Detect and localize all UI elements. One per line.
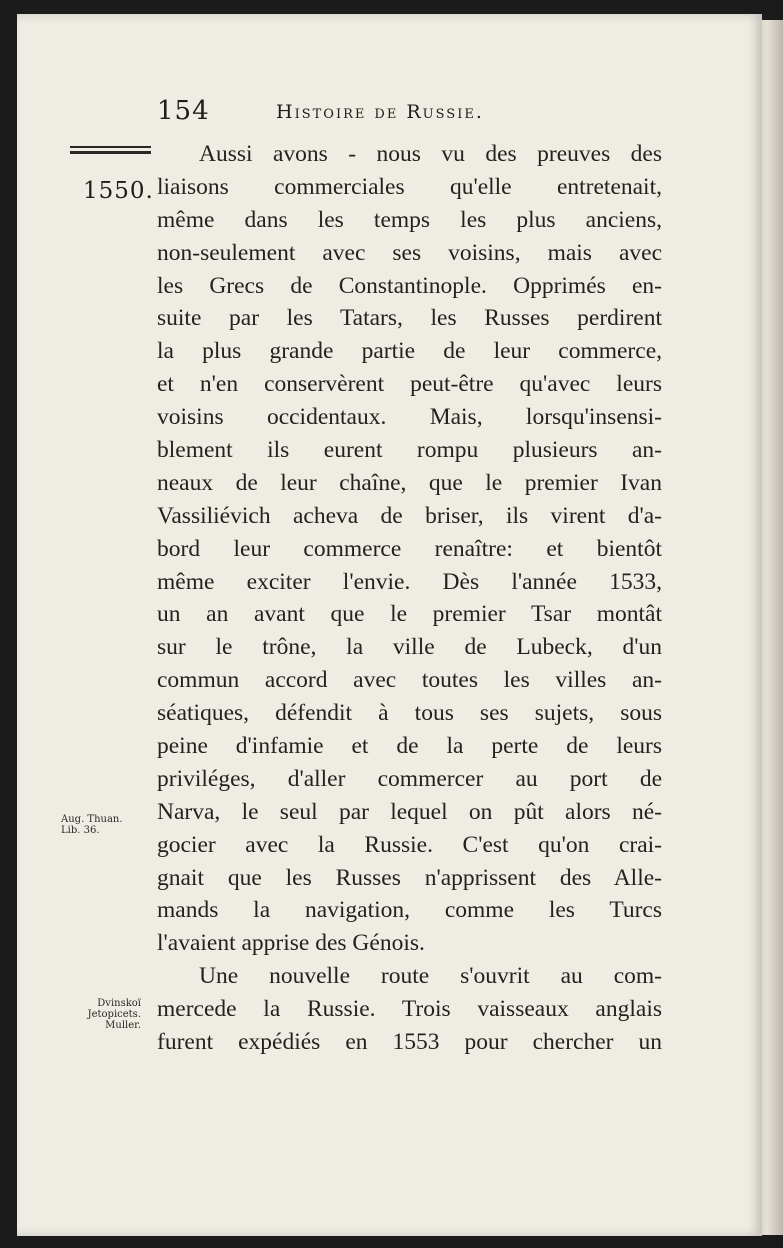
text-line: commun accord avec toutes les villes an- — [157, 667, 662, 694]
book-page — [17, 14, 762, 1236]
text-line: liaisons commerciales qu'elle entretenait, — [157, 173, 662, 200]
text-line: voisins occidentaux. Mais, lorsqu'insensi- — [157, 404, 662, 431]
text-line: même dans les temps les plus anciens, — [157, 206, 662, 233]
margin-note-thuanus — [61, 814, 123, 836]
margin-note-line: Dvinskoï — [97, 998, 141, 1009]
text-line: la plus grande partie de leur commerce, — [157, 338, 662, 365]
text-line: les Grecs de Constantinople. Opprimés en- — [157, 272, 662, 299]
page-header — [17, 96, 762, 136]
text-line: furent expédiés en 1553 pour chercher un — [157, 1029, 662, 1056]
text-line: séatiques, défendit à tous ses sujets, sous — [157, 700, 662, 727]
text-line: gocier avec la Russie. C'est qu'on crai- — [157, 831, 662, 858]
text-line: l'avaient apprise des Génois. — [157, 930, 425, 957]
page-number: 154 — [157, 96, 210, 126]
text-line: non-seulement avec ses voisins, mais avec — [157, 239, 662, 266]
text-line: mercede la Russie. Trois vaisseaux anglais — [157, 996, 662, 1023]
text-line: et n'en conservèrent peut-être qu'avec leurs — [157, 371, 662, 398]
text-line: mands la navigation, comme les Turcs — [157, 897, 662, 924]
running-title: Histoire de Russie. — [276, 101, 484, 123]
text-line: Aussi avons - nous vu des preuves des — [199, 141, 662, 167]
margin-year: 1550. — [83, 178, 154, 204]
margin-note-line: Lib. 36. — [61, 825, 100, 836]
text-line: Vassiliévich acheva de briser, ils virent d'a- — [157, 502, 662, 529]
text-line: peine d'infamie et de la perte de leurs — [157, 733, 662, 760]
margin-note-line: Aug. Thuan. — [61, 814, 123, 825]
text-line: sur le trône, la ville de Lubeck, d'un — [157, 634, 662, 661]
margin-note-line: Jetopicets. — [87, 1009, 141, 1020]
text-line: neaux de leur chaîne, que le premier Ivan — [157, 469, 662, 496]
text-line: blement ils eurent rompu plusieurs an- — [157, 437, 662, 464]
section-rule — [70, 146, 151, 154]
body-text — [157, 138, 662, 1059]
text-line: bord leur commerce renaître: et bientôt — [157, 535, 662, 562]
text-line: un an avant que le premier Tsar montât — [157, 601, 662, 628]
margin-note-line: Muller. — [105, 1020, 141, 1031]
text-line: priviléges, d'aller commercer au port de — [157, 765, 662, 792]
margin-note-dvinskoi — [71, 998, 141, 1031]
text-line: gnait que les Russes n'apprissent des Alle- — [157, 864, 662, 891]
text-line: même exciter l'envie. Dès l'année 1533, — [157, 568, 662, 595]
text-line: Une nouvelle route s'ouvrit au com- — [199, 963, 662, 990]
text-line: suite par les Tatars, les Russes perdirent — [157, 305, 662, 332]
text-line: Narva, le seul par lequel on pût alors né- — [157, 798, 662, 825]
